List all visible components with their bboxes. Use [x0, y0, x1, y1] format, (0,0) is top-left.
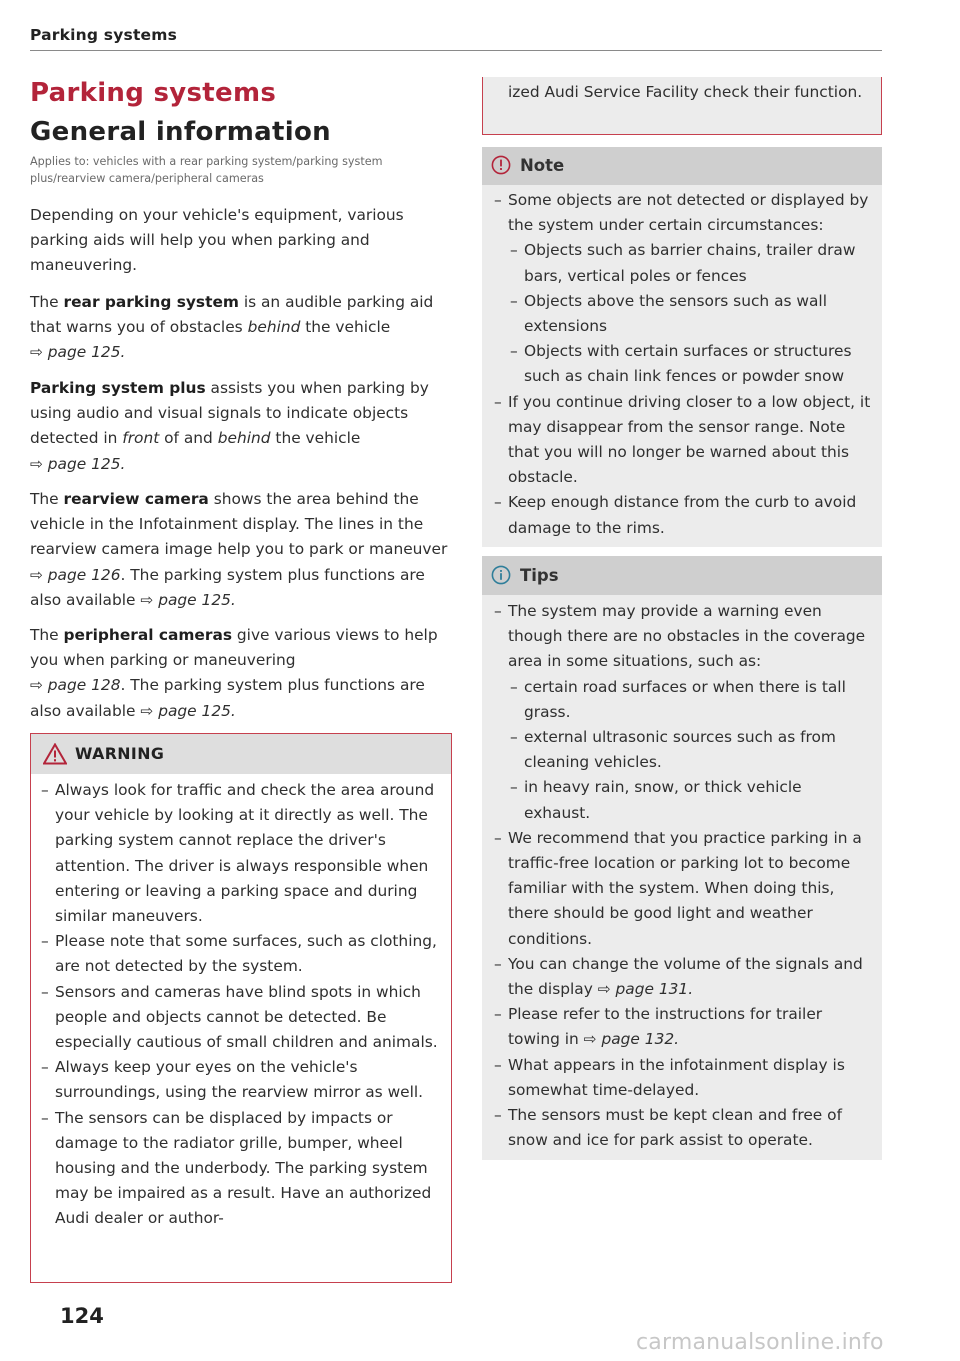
term-parking-system-plus: Parking system plus	[30, 379, 206, 397]
warning-list	[41, 778, 443, 1232]
tips-title: Tips	[520, 566, 559, 585]
list-item: – The sensors can be displaced by impacts or damage to the radiator grille, bumper, wheel housing and the underbody. The parking system may be impaired as a result. Have an authorized Audi dealer or author-	[41, 1108, 432, 1228]
sub-list-item: – certain road surfaces or when there is tall grass.	[510, 677, 846, 721]
intro-paragraph-3: Parking system plus assists you when parking by using audio and visual signals to indicate objects detected in front of and behind the vehicle ⇨ page 125.	[30, 379, 429, 473]
list-item: – If you continue driving closer to a low object, it may disappear from the sensor range. Note that you will no longer be warned about this obstacle.	[494, 392, 871, 487]
sub-list-item: – Objects such as barrier chains, trailer draw bars, vertical poles or fences	[510, 241, 856, 285]
list-item: – Always look for traffic and check the area around your vehicle by looking at it directly as well. The parking system cannot replace the driver's attention. The driver is always responsible when entering or leaving a parking space and during similar maneuvers.	[41, 781, 435, 926]
page-ref-link[interactable]: ⇨ page 132.	[583, 1030, 680, 1049]
list-item: – The system may provide a warning even though there are no obstacles in the coverage area in some situations, such as:	[494, 602, 866, 671]
page-ref-link[interactable]: ⇨ page 125.	[30, 343, 126, 362]
page-ref-link[interactable]: ⇨ page 125.	[140, 701, 236, 720]
warning-header	[31, 734, 451, 774]
list-item: – Always keep your eyes on the vehicle's surroundings, using the rearview mirror as well.	[41, 1058, 424, 1102]
intro-paragraph-4: The rearview camera shows the area behind the vehicle in the Infotainment display. The lines in the rearview camera image help you to park or maneuver ⇨ page 126. The parking system plus functions are also available ⇨ page 125.	[30, 490, 448, 609]
term-rear-parking-system: rear parking system	[63, 293, 239, 311]
applies-to-note: Applies to: vehicles with a rear parking system/parking system plus/rearview camera/peripheral cameras	[30, 155, 383, 185]
note-header	[482, 147, 882, 185]
sub-list-item: – in heavy rain, snow, or thick vehicle exhaust.	[510, 778, 802, 822]
note-title: Note	[520, 156, 565, 175]
term-rearview-camera: rearview camera	[63, 490, 209, 508]
running-header: Parking systems	[30, 26, 178, 44]
list-item: – We recommend that you practice parking in a traffic-free location or parking lot to become familiar with the system. When doing this, there should be good light and weather conditions.	[494, 828, 862, 948]
info-i-circle-icon	[491, 565, 511, 585]
page-number: 124	[60, 1304, 104, 1328]
list-item: – Some objects are not detected or displayed by the system under certain circumstances:	[494, 191, 869, 235]
warning-continuation-text: ized Audi Service Facility check their function.	[508, 83, 863, 101]
term-peripheral-cameras: peripheral cameras	[63, 626, 232, 644]
warning-continuation-box	[482, 77, 882, 135]
page-ref-link[interactable]: ⇨ page 125.	[30, 454, 126, 473]
note-list	[494, 188, 872, 541]
note-box	[482, 147, 882, 547]
watermark: carmanualsonline.info	[636, 1330, 884, 1355]
note-info-circle-icon	[491, 155, 511, 175]
list-item: – You can change the volume of the signals and the display ⇨ page 131.	[494, 954, 863, 999]
page-ref-link[interactable]: ⇨ page 126	[30, 565, 121, 584]
sub-list-item: – Objects with certain surfaces or structures such as chain link fences or powder snow	[510, 342, 852, 386]
tips-header	[482, 556, 882, 595]
page-ref-link[interactable]: ⇨ page 128	[30, 676, 121, 695]
section-title: Parking systems	[30, 78, 277, 108]
intro-paragraph-5: The peripheral cameras give various views to help you when parking or maneuvering ⇨ page 128. The parking system plus functions are also available ⇨ page 125.	[30, 626, 438, 720]
list-item: – Keep enough distance from the curb to avoid damage to the rims.	[494, 493, 857, 537]
intro-paragraph-1: Depending on your vehicle's equipment, various parking aids will help you when parking and maneuvering.	[30, 206, 404, 275]
warning-triangle-icon	[43, 743, 67, 765]
list-item: – What appears in the infotainment display is somewhat time-delayed.	[494, 1055, 845, 1099]
warning-box	[30, 733, 452, 1283]
page-ref-link[interactable]: ⇨ page 131.	[597, 980, 694, 999]
list-item: – The sensors must be kept clean and free of snow and ice for park assist to operate.	[494, 1106, 842, 1150]
intro-paragraph-2: The rear parking system is an audible parking aid that warns you of obstacles behind the vehicle ⇨ page 125.	[30, 293, 434, 362]
list-item: – Please refer to the instructions for trailer towing in ⇨ page 132.	[494, 1005, 823, 1049]
sub-list-item: – external ultrasonic sources such as from cleaning vehicles.	[510, 728, 836, 772]
list-item: – Sensors and cameras have blind spots in which people and objects cannot be detected. Be especially cautious of small children and animals.	[41, 982, 438, 1052]
warning-title: WARNING	[75, 744, 165, 763]
tips-list	[494, 599, 872, 1153]
header-rule	[30, 50, 882, 51]
sub-list-item: – Objects above the sensors such as wall extensions	[510, 291, 827, 336]
list-item: – Please note that some surfaces, such as clothing, are not detected by the system.	[41, 932, 437, 976]
tips-box	[482, 556, 882, 1160]
section-subtitle: General information	[30, 117, 331, 147]
page-ref-link[interactable]: ⇨ page 125.	[140, 590, 236, 609]
